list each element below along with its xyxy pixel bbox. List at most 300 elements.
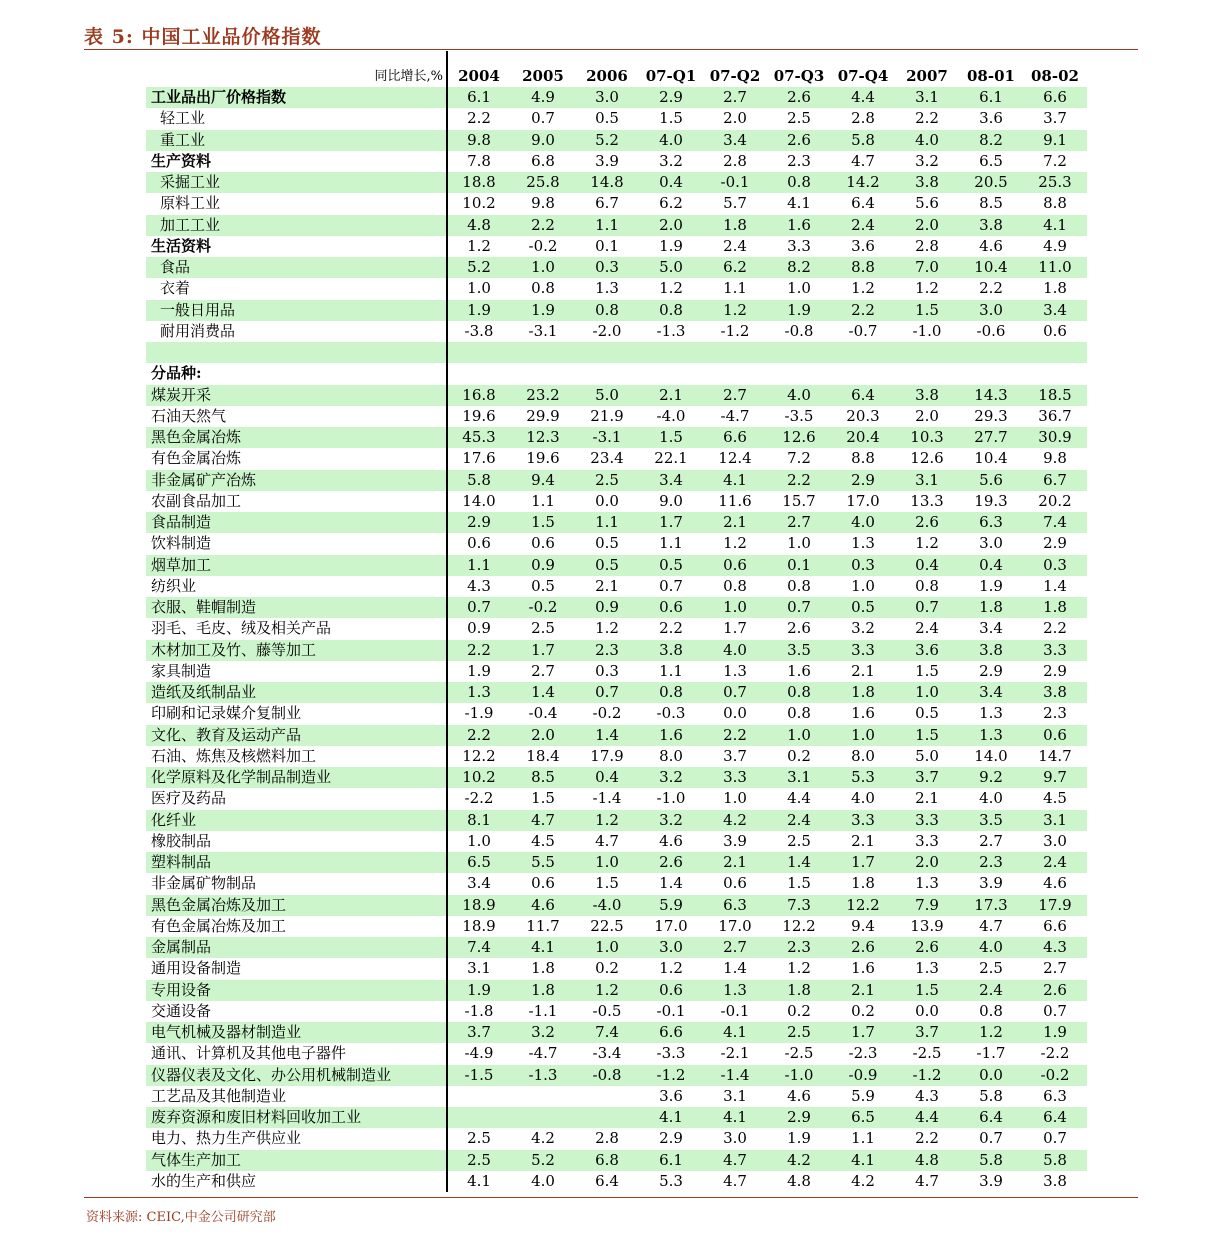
value-cell: 4.7 [723,1171,747,1190]
value-cell: 1.2 [595,619,619,638]
value-cell: 2.2 [1043,619,1067,638]
value-cell: 12.6 [767,427,831,448]
value-cell: -3.1 [575,427,639,448]
value-cell: 1.1 [851,1129,875,1148]
value-cell: -4.9 [464,1044,494,1063]
table-row [146,448,1087,469]
value-cell: -0.2 [1023,1065,1087,1086]
value-cell: 1.3 [703,980,767,1001]
value-cell: 3.0 [575,87,639,108]
value-cell: 2.2 [659,619,683,638]
value-cell: 1.9 [787,1129,811,1148]
value-cell: 20.4 [831,427,895,448]
row-label: 原料工业 [160,194,221,213]
value-cell: 2.2 [915,109,939,128]
value-cell: 2.3 [1043,704,1067,723]
value-cell: 0.3 [831,555,895,576]
value-cell: -1.2 [720,321,750,340]
value-cell: 0.8 [531,279,555,298]
value-cell: 4.6 [1043,874,1067,893]
value-cell: 6.5 [447,852,511,873]
value-cell: 0.6 [467,534,491,553]
value-cell: 3.7 [447,1022,511,1043]
row-label: 家具制造 [151,661,212,680]
value-cell: 0.7 [659,576,683,595]
value-cell: 23.4 [590,449,624,468]
value-cell: 1.3 [723,661,747,680]
value-cell: 2.2 [831,300,895,321]
value-cell [831,363,895,384]
table-row [146,427,1087,448]
value-cell: -0.3 [656,704,686,723]
value-cell: 4.7 [915,1171,939,1190]
value-cell: 1.6 [851,704,875,723]
value-cell: -2.5 [912,1044,942,1063]
table-row [146,788,1087,809]
row-label: 重工业 [146,130,447,151]
value-cell: 2.5 [447,1150,511,1171]
table-row [146,236,1087,257]
value-cell: 14.3 [959,385,1023,406]
value-cell: 17.0 [846,491,880,510]
row-label: 造纸及纸制品业 [146,682,447,703]
value-cell: 5.8 [447,470,511,491]
value-cell: 0.0 [595,491,619,510]
value-cell: 1.7 [723,619,747,638]
row-label: 非金属矿物制品 [151,874,257,893]
value-cell: 5.8 [1023,1150,1087,1171]
table-row [146,810,1087,831]
value-cell: 29.3 [974,406,1008,425]
value-cell: 1.2 [787,959,811,978]
value-cell: 21.9 [590,406,624,425]
value-cell: 1.1 [723,279,747,298]
value-cell: 6.1 [447,87,511,108]
value-cell: 3.1 [723,1086,747,1105]
value-cell: -3.8 [464,321,494,340]
value-cell: 14.0 [974,746,1008,765]
value-cell: 3.7 [895,1022,959,1043]
table-row [146,1022,1087,1043]
value-cell: -0.5 [592,1001,622,1020]
value-cell: 9.0 [511,130,575,151]
value-cell: 9.8 [447,130,511,151]
header-period-cell: 08-01 [967,67,1015,85]
value-cell: 8.0 [659,746,683,765]
value-cell: 2.6 [831,937,895,958]
value-cell: 25.3 [1023,172,1087,193]
value-cell: 14.8 [575,172,639,193]
row-label: 橡胶制品 [151,831,212,850]
value-cell: 20.2 [1038,491,1072,510]
source-note: 资料来源: CEIC,中金公司研究部 [86,1210,276,1225]
value-cell [895,363,959,384]
value-cell: 25.8 [511,172,575,193]
table-row [146,257,1087,278]
value-cell: 4.1 [831,1150,895,1171]
value-cell: 0.4 [575,767,639,788]
value-cell: 2.0 [511,725,575,746]
table-row [146,300,1087,321]
value-cell: 23.2 [511,385,575,406]
value-cell: -1.2 [895,1065,959,1086]
value-cell: 2.5 [787,831,811,850]
value-cell: 1.0 [767,725,831,746]
value-cell: -4.0 [575,895,639,916]
table-row [146,193,1087,214]
value-cell: 1.2 [659,959,683,978]
table-row [146,725,1087,746]
value-cell: 2.1 [915,789,939,808]
row-label: 塑料制品 [146,852,447,873]
value-cell: -0.2 [592,704,622,723]
value-cell: 2.6 [767,87,831,108]
value-cell: 4.1 [787,194,811,213]
value-cell: 2.7 [703,385,767,406]
value-cell: 7.8 [467,151,491,170]
value-cell: 2.6 [895,937,959,958]
value-cell: 3.1 [467,959,491,978]
header-period-cell: 07-Q2 [709,67,761,85]
value-cell: 1.7 [511,640,575,661]
value-cell: 4.6 [979,236,1003,255]
value-cell: 45.3 [447,427,511,448]
value-cell: 4.6 [659,831,683,850]
value-cell: -1.0 [912,321,942,340]
value-cell: 19.3 [974,491,1008,510]
row-label: 医疗及药品 [151,789,227,808]
value-cell: 4.2 [531,1129,555,1148]
value-cell: 5.2 [511,1150,575,1171]
table-row [146,1128,1087,1149]
value-cell: -4.0 [656,406,686,425]
value-cell: 4.0 [895,130,959,151]
value-cell: 3.3 [703,767,767,788]
value-cell: 2.3 [767,937,831,958]
value-cell: 3.1 [767,767,831,788]
value-cell: 3.0 [1043,831,1067,850]
value-cell: 18.9 [462,916,496,935]
value-cell: 2.2 [767,470,831,491]
value-cell: 29.9 [526,406,560,425]
value-cell: 2.5 [575,470,639,491]
row-label: 电气机械及器材制造业 [146,1022,447,1043]
value-cell: 10.2 [447,767,511,788]
table-row [146,1065,1087,1086]
value-cell: 6.2 [703,257,767,278]
value-cell: 5.8 [831,130,895,151]
value-cell: 1.3 [979,704,1003,723]
header-period-cell: 2005 [522,67,564,85]
table-row [146,172,1087,193]
value-cell: 3.2 [851,619,875,638]
value-cell: 2.6 [767,130,831,151]
value-cell: 10.4 [974,449,1008,468]
value-cell: 14.7 [1038,746,1072,765]
value-cell: 0.8 [723,576,747,595]
value-cell: 3.4 [703,130,767,151]
value-cell: 2.6 [639,852,703,873]
value-cell: 2.6 [787,619,811,638]
value-cell: 2.9 [447,512,511,533]
value-cell: 6.4 [595,1171,619,1190]
row-label: 废弃资源和废旧材料回收加工业 [146,1107,447,1128]
value-cell: 2.4 [915,619,939,638]
value-cell: 0.8 [787,576,811,595]
value-cell: 4.0 [703,640,767,661]
value-cell: 0.2 [787,1001,811,1020]
value-cell: 3.5 [767,640,831,661]
row-label: 耐用消费品 [160,321,236,340]
table-row [146,406,1087,427]
value-cell: 0.6 [723,874,747,893]
value-cell: 2.1 [703,512,767,533]
value-cell: 2.5 [467,1129,491,1148]
table-row [146,682,1087,703]
value-cell: 6.3 [959,512,1023,533]
value-cell: 19.6 [526,449,560,468]
value-cell: 1.8 [703,215,767,236]
header-period-cell: 07-Q3 [773,67,825,85]
value-cell: 4.2 [851,1171,875,1190]
row-label: 仪器仪表及文化、办公用机械制造业 [146,1065,447,1086]
table-row [146,470,1087,491]
value-cell: 3.6 [979,109,1003,128]
value-cell: 0.6 [703,555,767,576]
value-cell: 4.1 [467,1171,491,1190]
value-cell: 9.8 [1043,449,1067,468]
value-cell: -0.1 [703,172,767,193]
table-row [146,1150,1087,1171]
value-cell: 3.8 [639,640,703,661]
value-cell: 8.1 [447,810,511,831]
value-cell: 0.2 [851,1001,875,1020]
value-cell: 0.6 [1023,725,1087,746]
value-cell: 1.1 [575,512,639,533]
value-cell: 9.7 [1023,767,1087,788]
value-cell: -1.0 [656,789,686,808]
table-row [146,640,1087,661]
value-cell: 9.8 [531,194,555,213]
value-cell: 2.9 [1043,534,1067,553]
value-cell: 4.7 [979,916,1003,935]
value-cell: 5.9 [851,1086,875,1105]
value-cell: 0.8 [767,682,831,703]
value-cell: 4.1 [703,1022,767,1043]
value-cell: 3.8 [1043,1171,1067,1190]
value-cell: 12.6 [910,449,944,468]
value-cell: 0.7 [767,597,831,618]
value-cell: 5.3 [659,1171,683,1190]
value-cell [575,342,639,363]
value-cell: 8.8 [851,449,875,468]
row-label: 饮料制造 [151,534,212,553]
value-cell: 2.0 [723,109,747,128]
value-cell: -0.7 [848,321,878,340]
value-cell: 4.7 [511,810,575,831]
value-cell: -1.3 [511,1065,575,1086]
value-cell: 1.8 [1023,597,1087,618]
value-cell: -3.5 [784,406,814,425]
value-cell: 11.7 [526,916,560,935]
value-cell: 0.5 [595,534,619,553]
value-cell: 3.2 [639,810,703,831]
value-cell: 1.8 [767,980,831,1001]
table-row [146,1107,1087,1128]
value-cell: 2.5 [531,619,555,638]
value-cell: 12.2 [782,916,816,935]
value-cell: 13.3 [910,491,944,510]
value-cell: 0.7 [575,682,639,703]
value-cell: 8.8 [831,257,895,278]
value-cell: 7.0 [895,257,959,278]
value-cell: 2.8 [915,236,939,255]
value-cell [895,342,959,363]
value-cell: 3.2 [511,1022,575,1043]
value-cell: 4.1 [1023,215,1087,236]
value-cell: 4.6 [787,1086,811,1105]
header-period-cell: 07-Q4 [837,67,889,85]
value-cell: 16.8 [447,385,511,406]
value-cell: 3.8 [895,385,959,406]
header-period-cell: 2006 [586,67,628,85]
value-cell: 1.5 [659,109,683,128]
value-cell: 1.1 [659,534,683,553]
value-cell: 4.1 [703,1107,767,1128]
value-cell: 7.4 [575,1022,639,1043]
header-period-cell: 08-02 [1031,67,1079,85]
value-cell: -2.3 [848,1044,878,1063]
value-cell: 0.5 [915,704,939,723]
table-row [146,108,1087,129]
value-cell: 2.1 [851,831,875,850]
value-cell: 1.9 [979,576,1003,595]
value-cell: 6.3 [1043,1086,1067,1105]
table-row [146,130,1087,151]
value-cell: 18.8 [447,172,511,193]
value-cell: 4.3 [915,1086,939,1105]
value-cell: 0.4 [895,555,959,576]
value-cell: 9.4 [851,916,875,935]
value-cell: 3.9 [979,1171,1003,1190]
value-cell: 4.6 [511,895,575,916]
value-cell: 0.7 [531,109,555,128]
value-cell: 1.5 [915,661,939,680]
value-cell: 6.7 [1023,470,1087,491]
value-cell: 5.8 [979,1086,1003,1105]
value-cell: -0.9 [831,1065,895,1086]
value-cell: 3.4 [1023,300,1087,321]
header-label-cell: 同比增长,% [374,69,443,84]
value-cell: 4.8 [447,215,511,236]
row-label: 羽毛、毛皮、绒及相关产品 [151,619,332,638]
row-label: 生产资料 [151,151,212,170]
value-cell: 2.8 [723,151,747,170]
row-label: 气体生产加工 [146,1150,447,1171]
value-cell: 4.7 [851,151,875,170]
value-cell: 7.9 [895,895,959,916]
row-label: 石油天然气 [151,406,227,425]
value-cell: -1.5 [447,1065,511,1086]
value-cell: 3.4 [467,874,491,893]
value-cell: 3.0 [959,300,1023,321]
value-cell: -1.7 [976,1044,1006,1063]
value-cell: 1.2 [959,1022,1023,1043]
value-cell: 1.4 [575,725,639,746]
value-cell: 1.8 [511,980,575,1001]
value-cell: 4.0 [851,789,875,808]
value-cell: 4.4 [787,789,811,808]
value-cell: 3.6 [851,236,875,255]
value-cell: 2.2 [915,1129,939,1148]
row-label: 加工工业 [146,215,447,236]
value-cell [447,1086,511,1107]
value-cell: 1.5 [639,427,703,448]
value-cell: -1.4 [592,789,622,808]
value-cell: 0.8 [787,704,811,723]
row-label: 工业品出厂价格指数 [146,87,447,108]
value-cell: 6.8 [575,1150,639,1171]
value-cell: 1.0 [575,937,639,958]
value-cell: 1.2 [723,534,747,553]
value-cell: 1.3 [959,725,1023,746]
table-row [146,661,1087,682]
value-cell: 1.7 [831,1022,895,1043]
value-cell: 20.3 [846,406,880,425]
table-row [146,831,1087,852]
value-cell: 3.9 [723,831,747,850]
value-cell: 0.9 [467,619,491,638]
value-cell: 3.4 [979,619,1003,638]
value-cell: 6.4 [1023,1107,1087,1128]
value-cell: -1.1 [528,1001,558,1020]
value-cell: 2.1 [851,661,875,680]
header-period-cell: 2007 [906,67,948,85]
value-cell: 1.4 [767,852,831,873]
table-row [146,1043,1087,1064]
value-cell [639,342,703,363]
value-cell: 1.2 [851,279,875,298]
value-cell: 0.5 [831,597,895,618]
header-period-cell: 07-Q1 [645,67,697,85]
value-cell: 4.8 [787,1171,811,1190]
row-label: 黑色金属冶炼及加工 [146,895,447,916]
value-cell: 3.2 [915,151,939,170]
value-cell: 5.0 [639,257,703,278]
value-cell: 0.3 [575,257,639,278]
value-cell: 2.0 [895,852,959,873]
value-cell: 0.8 [639,682,703,703]
value-cell: 1.1 [659,661,683,680]
value-cell: 6.6 [1023,87,1087,108]
value-cell: -2.1 [720,1044,750,1063]
value-cell: 4.0 [767,385,831,406]
value-cell: 1.2 [575,980,639,1001]
value-cell: 5.6 [959,470,1023,491]
bottom-rule [84,1197,1138,1198]
value-cell: 22.1 [654,449,688,468]
value-cell: 0.7 [703,682,767,703]
value-cell: 3.4 [959,682,1023,703]
value-cell [959,363,1023,384]
value-cell: 2.5 [979,959,1003,978]
value-cell: 1.2 [703,300,767,321]
value-cell: 1.6 [851,959,875,978]
value-cell: 1.9 [511,300,575,321]
value-cell: 4.0 [639,130,703,151]
value-cell: 3.2 [639,767,703,788]
value-cell: 1.0 [575,852,639,873]
